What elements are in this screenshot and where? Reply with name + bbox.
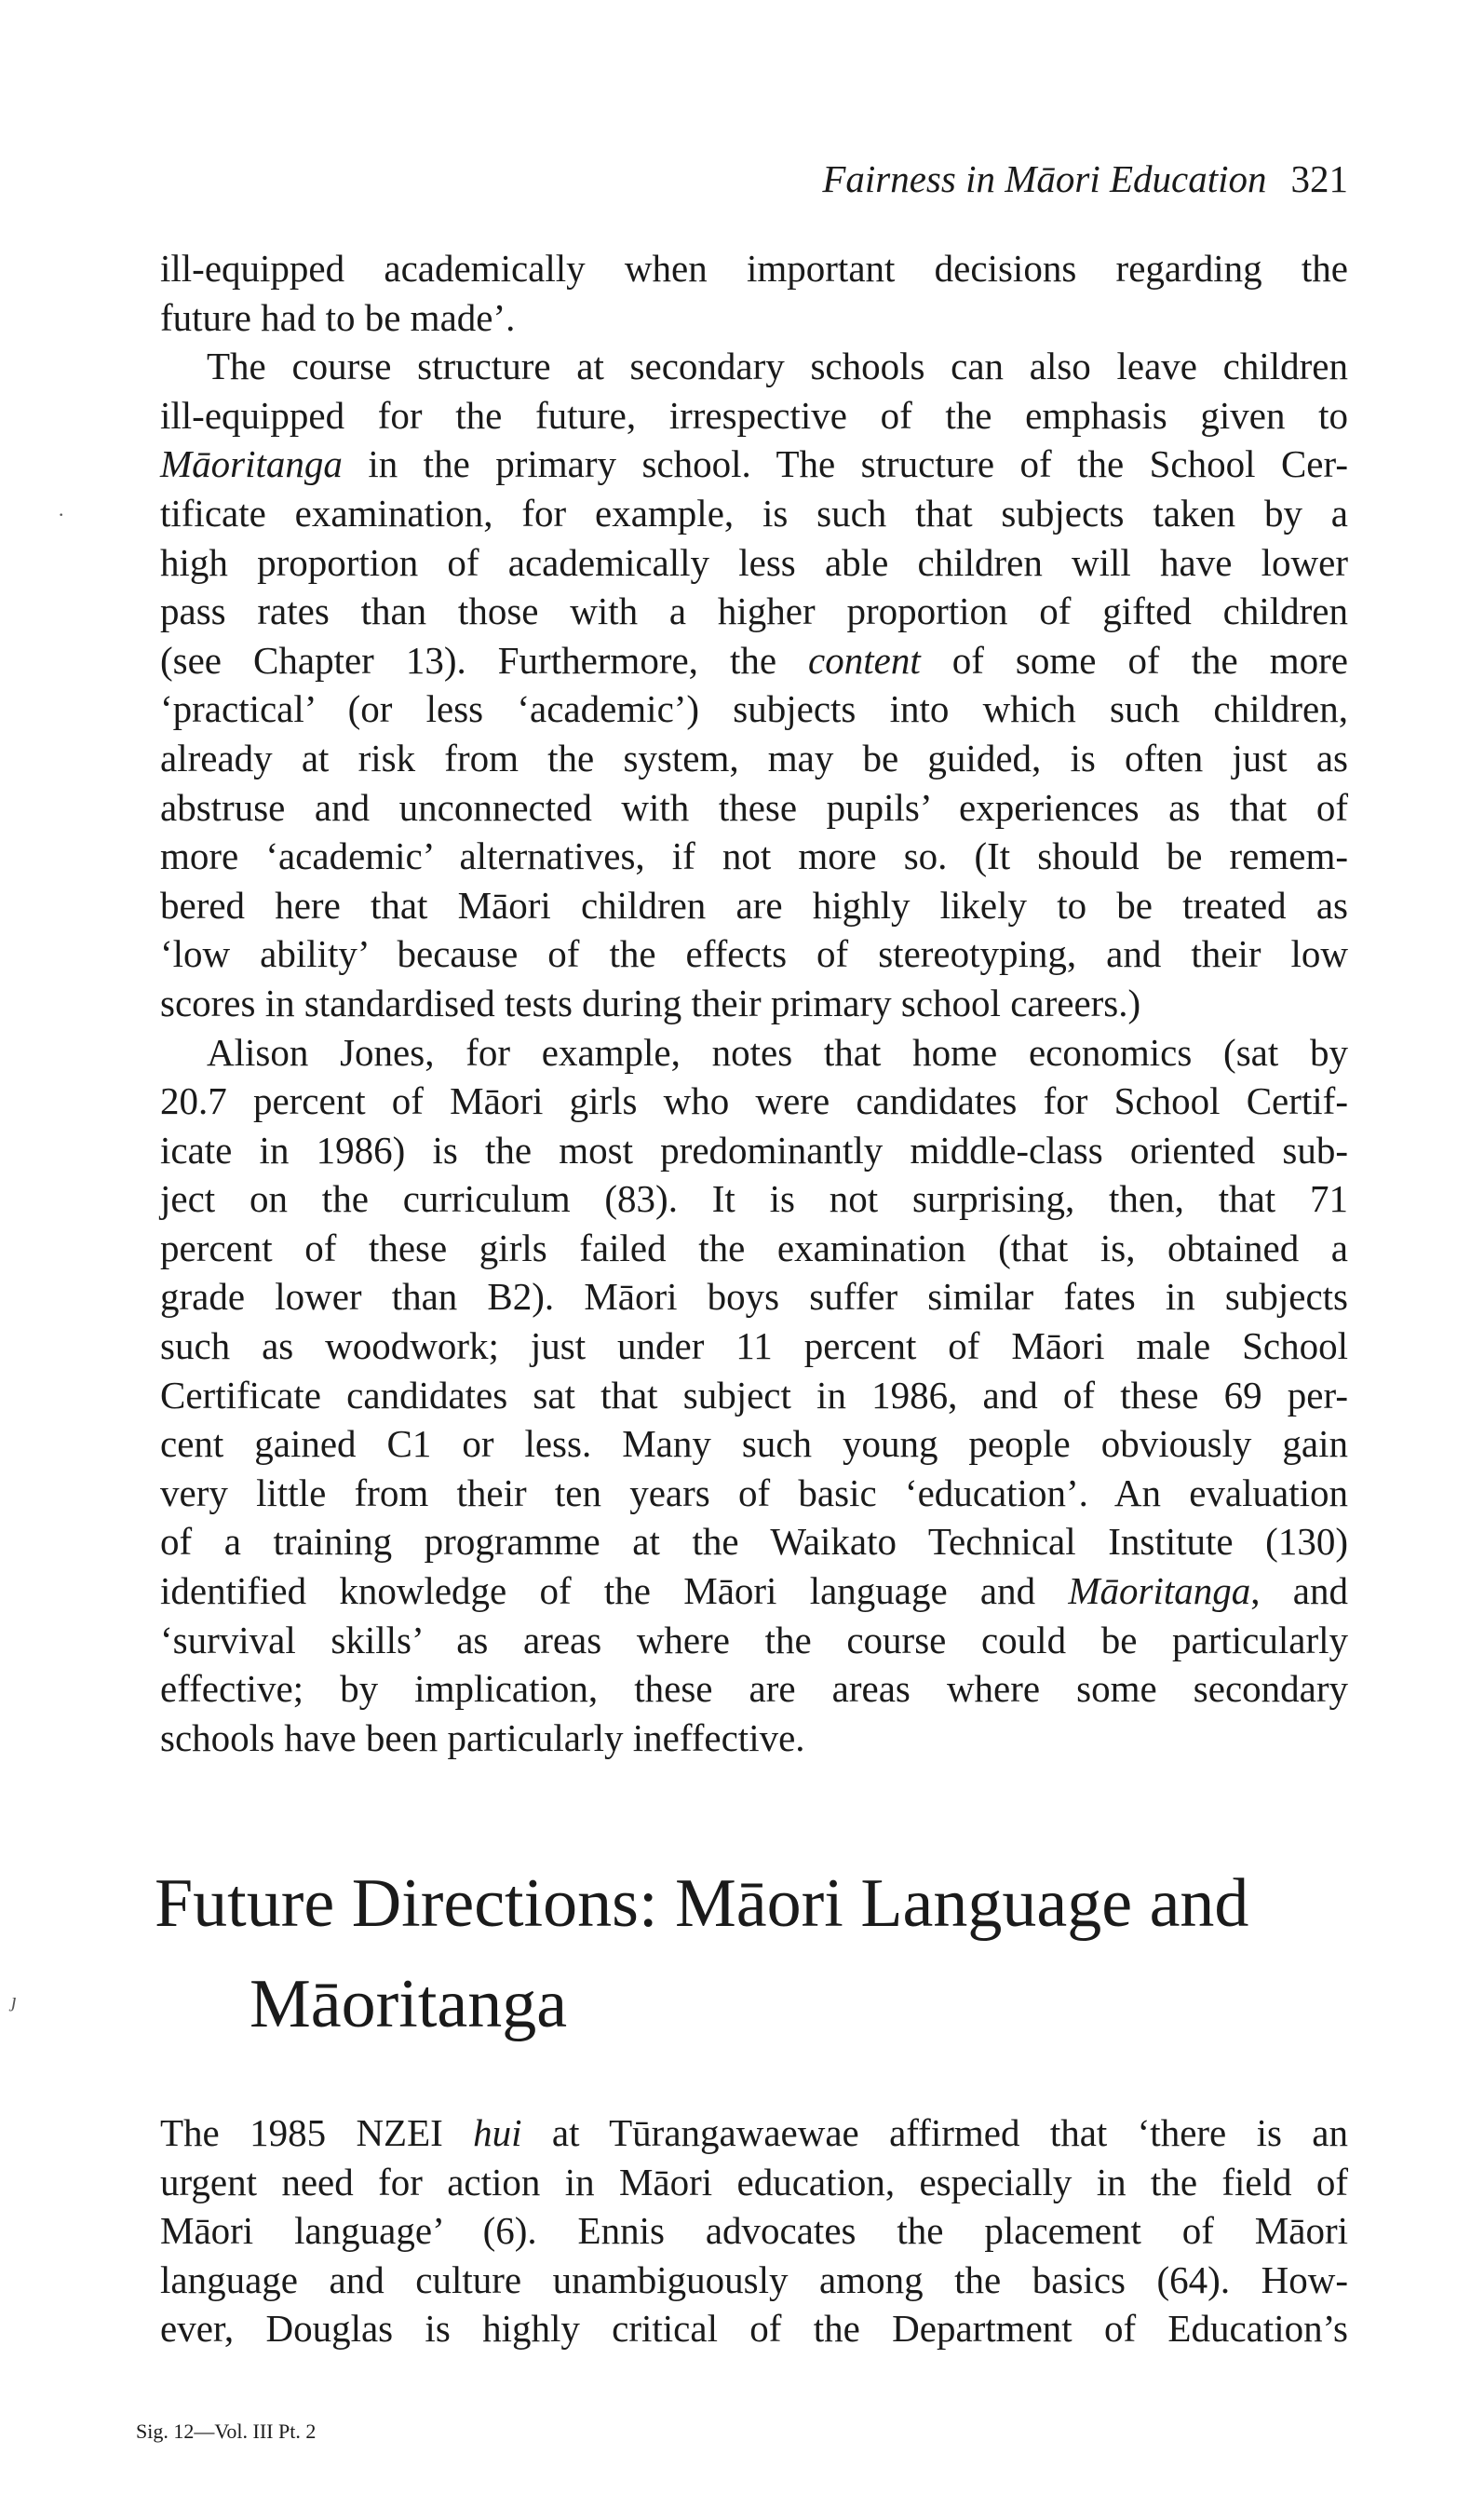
text-line: of a training programme at the Waikato Technical Institute (130): [160, 1520, 1348, 1564]
text-line: ill-equipped academically when important decisions regarding the: [160, 247, 1348, 290]
margin-j-mark: ȷ: [11, 1988, 18, 2012]
text-line: pass rates than those with a higher proportion of gifted children: [160, 590, 1348, 633]
section-heading-line: Future Directions: Māori Language and: [155, 1865, 1249, 1942]
text-line: ‘practical’ (or less ‘academic’) subjects into which such children,: [160, 687, 1348, 731]
text-line: grade lower than B2). Māori boys suffer similar fates in subjects: [160, 1275, 1348, 1319]
text-line: language and culture unambiguously among the basics (64). How-: [160, 2257, 1348, 2301]
text-line: scores in standardised tests during their primary school careers.): [160, 981, 1141, 1024]
paragraph-first-line: The 1985 NZEI hui at Tūrangawaewae affirmed that ‘there is an: [160, 2111, 1348, 2154]
running-head-title: Fairness in Māori Education: [822, 157, 1267, 200]
text-line: 20.7 percent of Māori girls who were candidates for School Certif-: [160, 1079, 1348, 1123]
text-line: future had to be made’.: [160, 295, 516, 339]
text-line: Māoritanga in the primary school. The structure of the School Cer-: [160, 442, 1348, 486]
text-line: such as woodwork; just under 11 percent of Māori male School: [160, 1324, 1348, 1368]
signature-mark: Sig. 12—Vol. III Pt. 2: [136, 2420, 317, 2443]
text-line: ‘low ability’ because of the effects of stereotyping, and their low: [160, 932, 1348, 976]
text-line: tificate examination, for example, is such that subjects taken by a: [160, 491, 1348, 535]
paragraph-first-line: The course structure at secondary schools can also leave children: [207, 345, 1348, 388]
paragraph-first-line: Alison Jones, for example, notes that home economics (sat by: [207, 1030, 1348, 1074]
text-line: cent gained C1 or less. Many such young people obviously gain: [160, 1422, 1348, 1466]
running-head: [160, 156, 1348, 201]
text-line: high proportion of academically less able children will have lower: [160, 540, 1348, 584]
text-line: very little from their ten years of basic ‘education’. An evaluation: [160, 1471, 1348, 1514]
upper-body-text: [160, 244, 1348, 1762]
text-line: ‘survival skills’ as areas where the course could be particularly: [160, 1618, 1348, 1661]
text-line: ject on the curriculum (83). It is not surprising, then, that 71: [160, 1177, 1348, 1221]
text-line: more ‘academic’ alternatives, if not more so. (It should be remem-: [160, 834, 1348, 878]
text-line: Māori language’ (6). Ennis advocates the placement of Māori: [160, 2209, 1348, 2253]
lower-body-text: [160, 2108, 1348, 2353]
section-heading-line: Māoritanga: [250, 1966, 568, 2042]
text-line: already at risk from the system, may be guided, is often just as: [160, 736, 1348, 780]
text-line: effective; by implication, these are areas where some secondary: [160, 1667, 1348, 1711]
text-line: urgent need for action in Māori education, especially in the field of: [160, 2160, 1348, 2203]
text-line: Certificate candidates sat that subject in 1986, and of these 69 per-: [160, 1373, 1348, 1417]
text-line: icate in 1986) is the most predominantly middle-class oriented sub-: [160, 1128, 1348, 1172]
text-line: ever, Douglas is highly critical of the Department of Education’s: [160, 2307, 1348, 2351]
text-line: ill-equipped for the future, irrespective of the emphasis given to: [160, 393, 1348, 437]
text-line: schools have been particularly ineffective.: [160, 1715, 805, 1759]
text-line: percent of these girls failed the examination (that is, obtained a: [160, 1226, 1348, 1269]
text-line: identified knowledge of the Māori language and Māoritanga, and: [160, 1569, 1348, 1613]
text-line: bered here that Māori children are highly likely to be treated as: [160, 883, 1348, 927]
margin-dot-mark: ·: [58, 503, 65, 526]
section-heading: [155, 1853, 1365, 2054]
text-line: abstruse and unconnected with these pupils’ experiences as that of: [160, 785, 1348, 829]
text-line: (see Chapter 13). Furthermore, the content of some of the more: [160, 638, 1348, 682]
page-number: 321: [1290, 157, 1348, 200]
